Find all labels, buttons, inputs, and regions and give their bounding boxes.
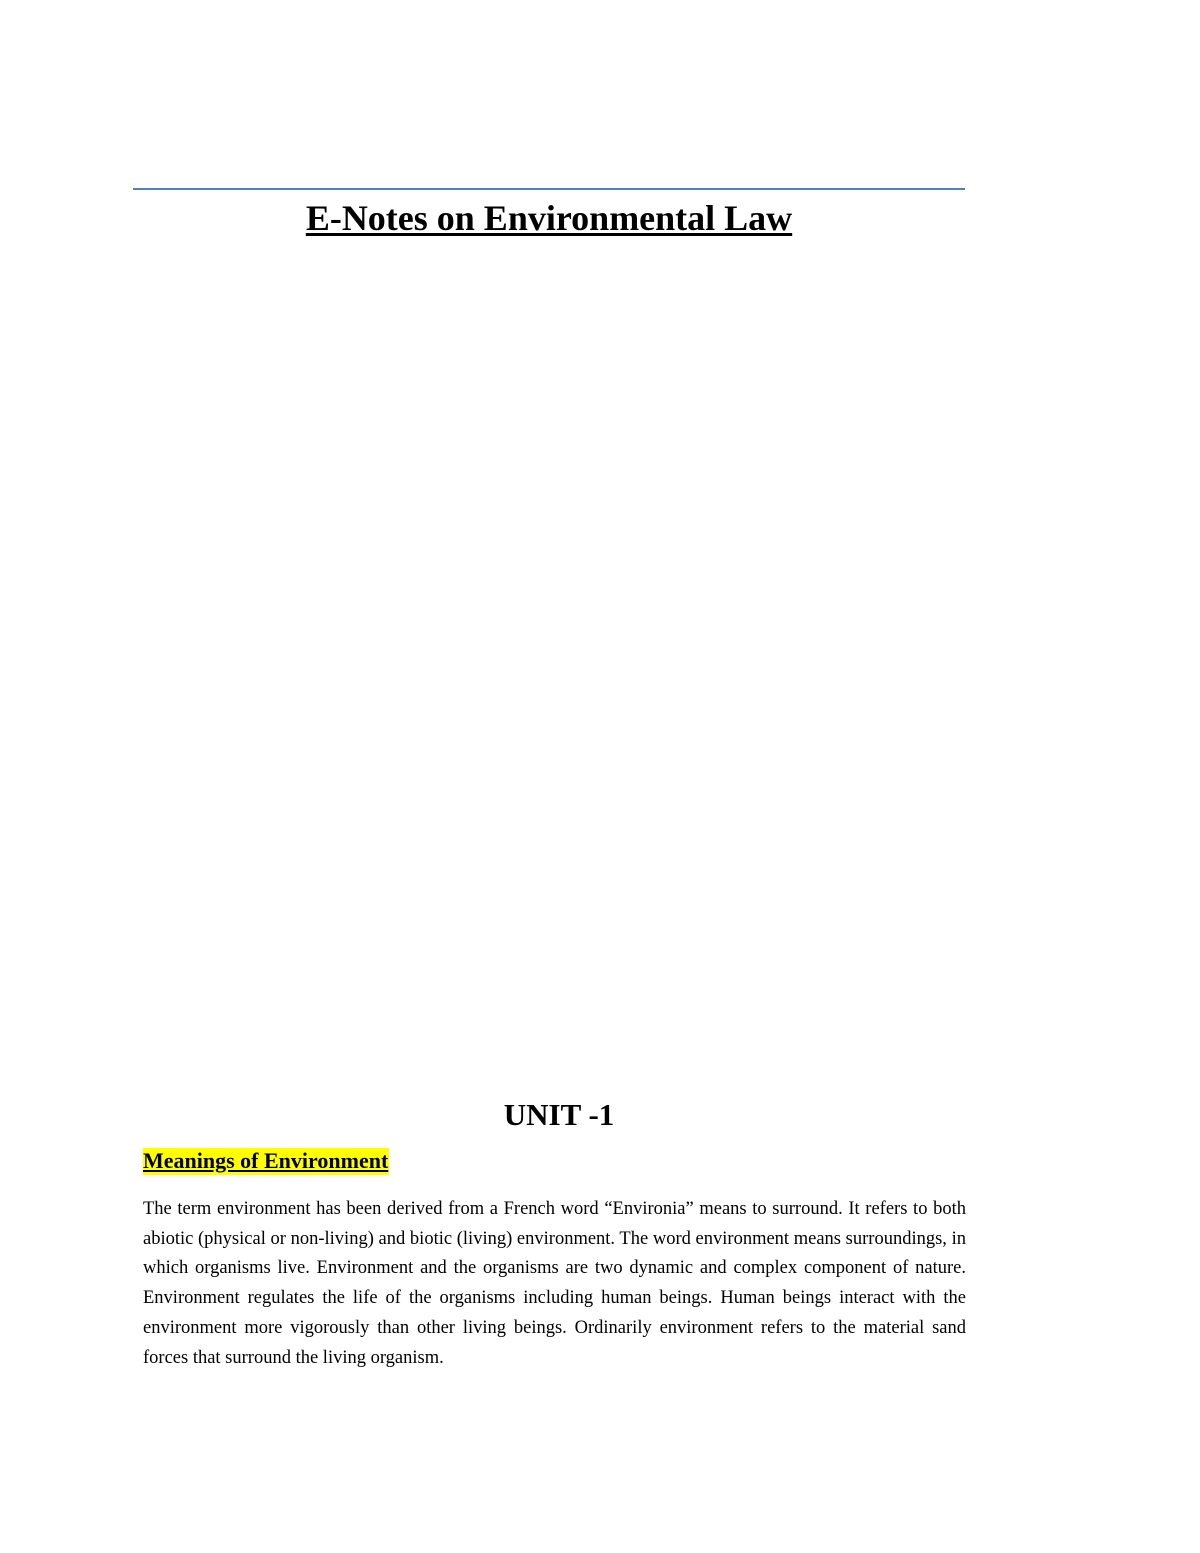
section-heading-meanings (143, 1146, 389, 1176)
highlighted-heading-text: Meanings of Environment (143, 1148, 389, 1173)
document-title: E-Notes on Environmental Law (305, 198, 793, 238)
title-divider (133, 188, 965, 190)
unit-heading: UNIT -1 (503, 1097, 615, 1132)
body-paragraph: The term environment has been derived from a French word “Environia” means to surround. It refers to both abiotic (physical or non-living) and biotic (living) environment. The word environment means surroundings, in which organisms live. Environment and the organisms are two dynamic and complex component of nature. Environment regulates the life of the organisms including human beings. Human beings interact with the environment more vigorously than other living beings. Ordinarily environment refers to the material sand forces that surround the living organism. (143, 1199, 966, 1368)
